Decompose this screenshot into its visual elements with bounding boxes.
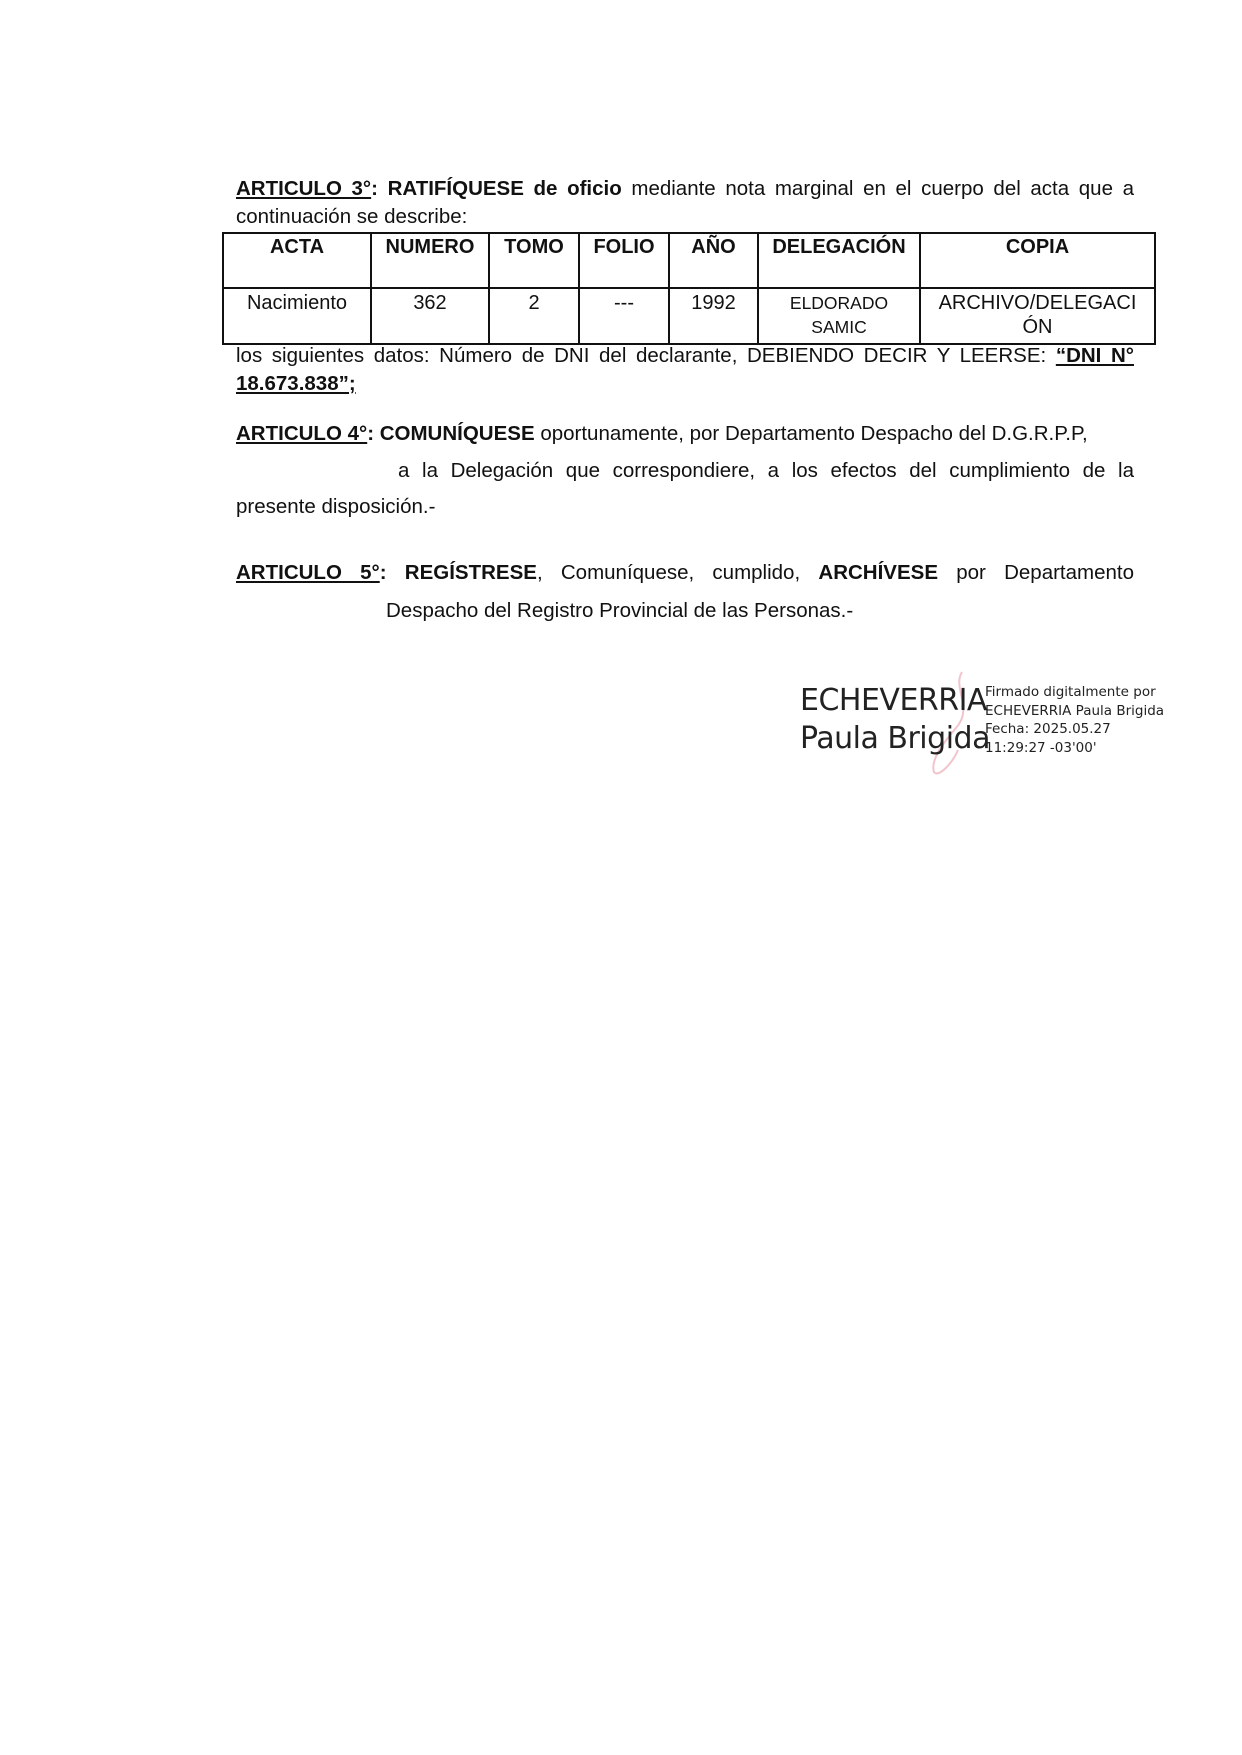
- table-header-row: [223, 233, 1155, 288]
- table-row: [223, 288, 1155, 344]
- cell-copia: [920, 288, 1155, 344]
- table-header-cell: FOLIO: [579, 233, 669, 288]
- signer-name-line2: Paula Brigida: [800, 721, 990, 756]
- acta-table: [222, 232, 1156, 345]
- cell-folio: ---: [579, 288, 669, 344]
- signature-info-line4: 11:29:27 -03'00': [985, 739, 1097, 756]
- signature-info-line2: ECHEVERRIA Paula Brigida: [985, 702, 1165, 719]
- cell-delegacion: [758, 288, 920, 344]
- articulo-4-text-1: oportunamente, por Departamento Despacho del D.G.R.P.P,: [534, 422, 1088, 445]
- dni-value: “DNI N° 18.673.838”;: [236, 344, 1134, 395]
- articulo-5-label: ARTICULO 5°: [236, 561, 380, 584]
- articulo-5-text-end: por Departamento: [938, 561, 1134, 584]
- cell-delegacion-line1: ELDORADO: [789, 293, 889, 313]
- cell-anio: 1992: [669, 288, 758, 344]
- table-header-cell: COPIA: [920, 233, 1155, 288]
- articulo-3-paragraph: [236, 175, 1134, 231]
- cell-copia-line2: ÓN: [1022, 316, 1053, 338]
- articulo-3-text: mediante nota marginal en el cuerpo del acta que a continuación se describe:: [236, 177, 1135, 228]
- table-header-cell: NUMERO: [371, 233, 489, 288]
- articulo-3-bold: RATIFÍQUESE de oficio: [387, 177, 622, 200]
- cell-acta: Nacimiento: [223, 288, 371, 344]
- articulo-5-text-mid: , Comuníquese, cumplido,: [536, 561, 819, 584]
- signer-name: [800, 682, 990, 758]
- articulo-5-line1: [236, 559, 1134, 587]
- articulo-4-colon: :: [367, 422, 375, 445]
- signature-info: [985, 683, 1164, 757]
- articulo-3-colon: :: [371, 177, 378, 200]
- table-header-cell: AÑO: [669, 233, 758, 288]
- cell-delegacion-line2: SAMIC: [811, 317, 867, 337]
- datos-text: los siguientes datos: Número de DNI del declarante, DEBIENDO DECIR Y LEERSE:: [236, 344, 1056, 367]
- articulo-5-bold-2: ARCHÍVESE: [818, 561, 938, 584]
- articulo-4-line2: a la Delegación que correspondiere, a los efectos del cumplimiento de la: [398, 459, 1134, 482]
- articulo-5-bold-1: REGÍSTRESE: [404, 561, 537, 584]
- cell-copia-line1: ARCHIVO/DELEGACI: [938, 292, 1137, 314]
- articulo-5-colon: :: [379, 561, 387, 584]
- articulo-4-line1: [236, 420, 1134, 448]
- table-header-cell: TOMO: [489, 233, 579, 288]
- datos-paragraph: [236, 342, 1134, 398]
- table-header-cell: DELEGACIÓN: [758, 233, 920, 288]
- table-header-cell: ACTA: [223, 233, 371, 288]
- articulo-5-line2: Despacho del Registro Provincial de las Personas.-: [386, 599, 854, 622]
- cell-tomo: 2: [489, 288, 579, 344]
- signature-info-line1: Firmado digitalmente por: [985, 684, 1156, 700]
- articulo-4-line3: presente disposición.-: [236, 495, 436, 518]
- articulo-4-label: ARTICULO 4°: [236, 422, 368, 445]
- signature-info-line3: Fecha: 2025.05.27: [985, 721, 1111, 737]
- articulo-4-bold: COMUNÍQUESE: [379, 422, 535, 445]
- articulo-3-label: ARTICULO 3°: [236, 177, 372, 200]
- cell-numero: 362: [371, 288, 489, 344]
- signer-name-line1: ECHEVERRIA: [800, 683, 987, 718]
